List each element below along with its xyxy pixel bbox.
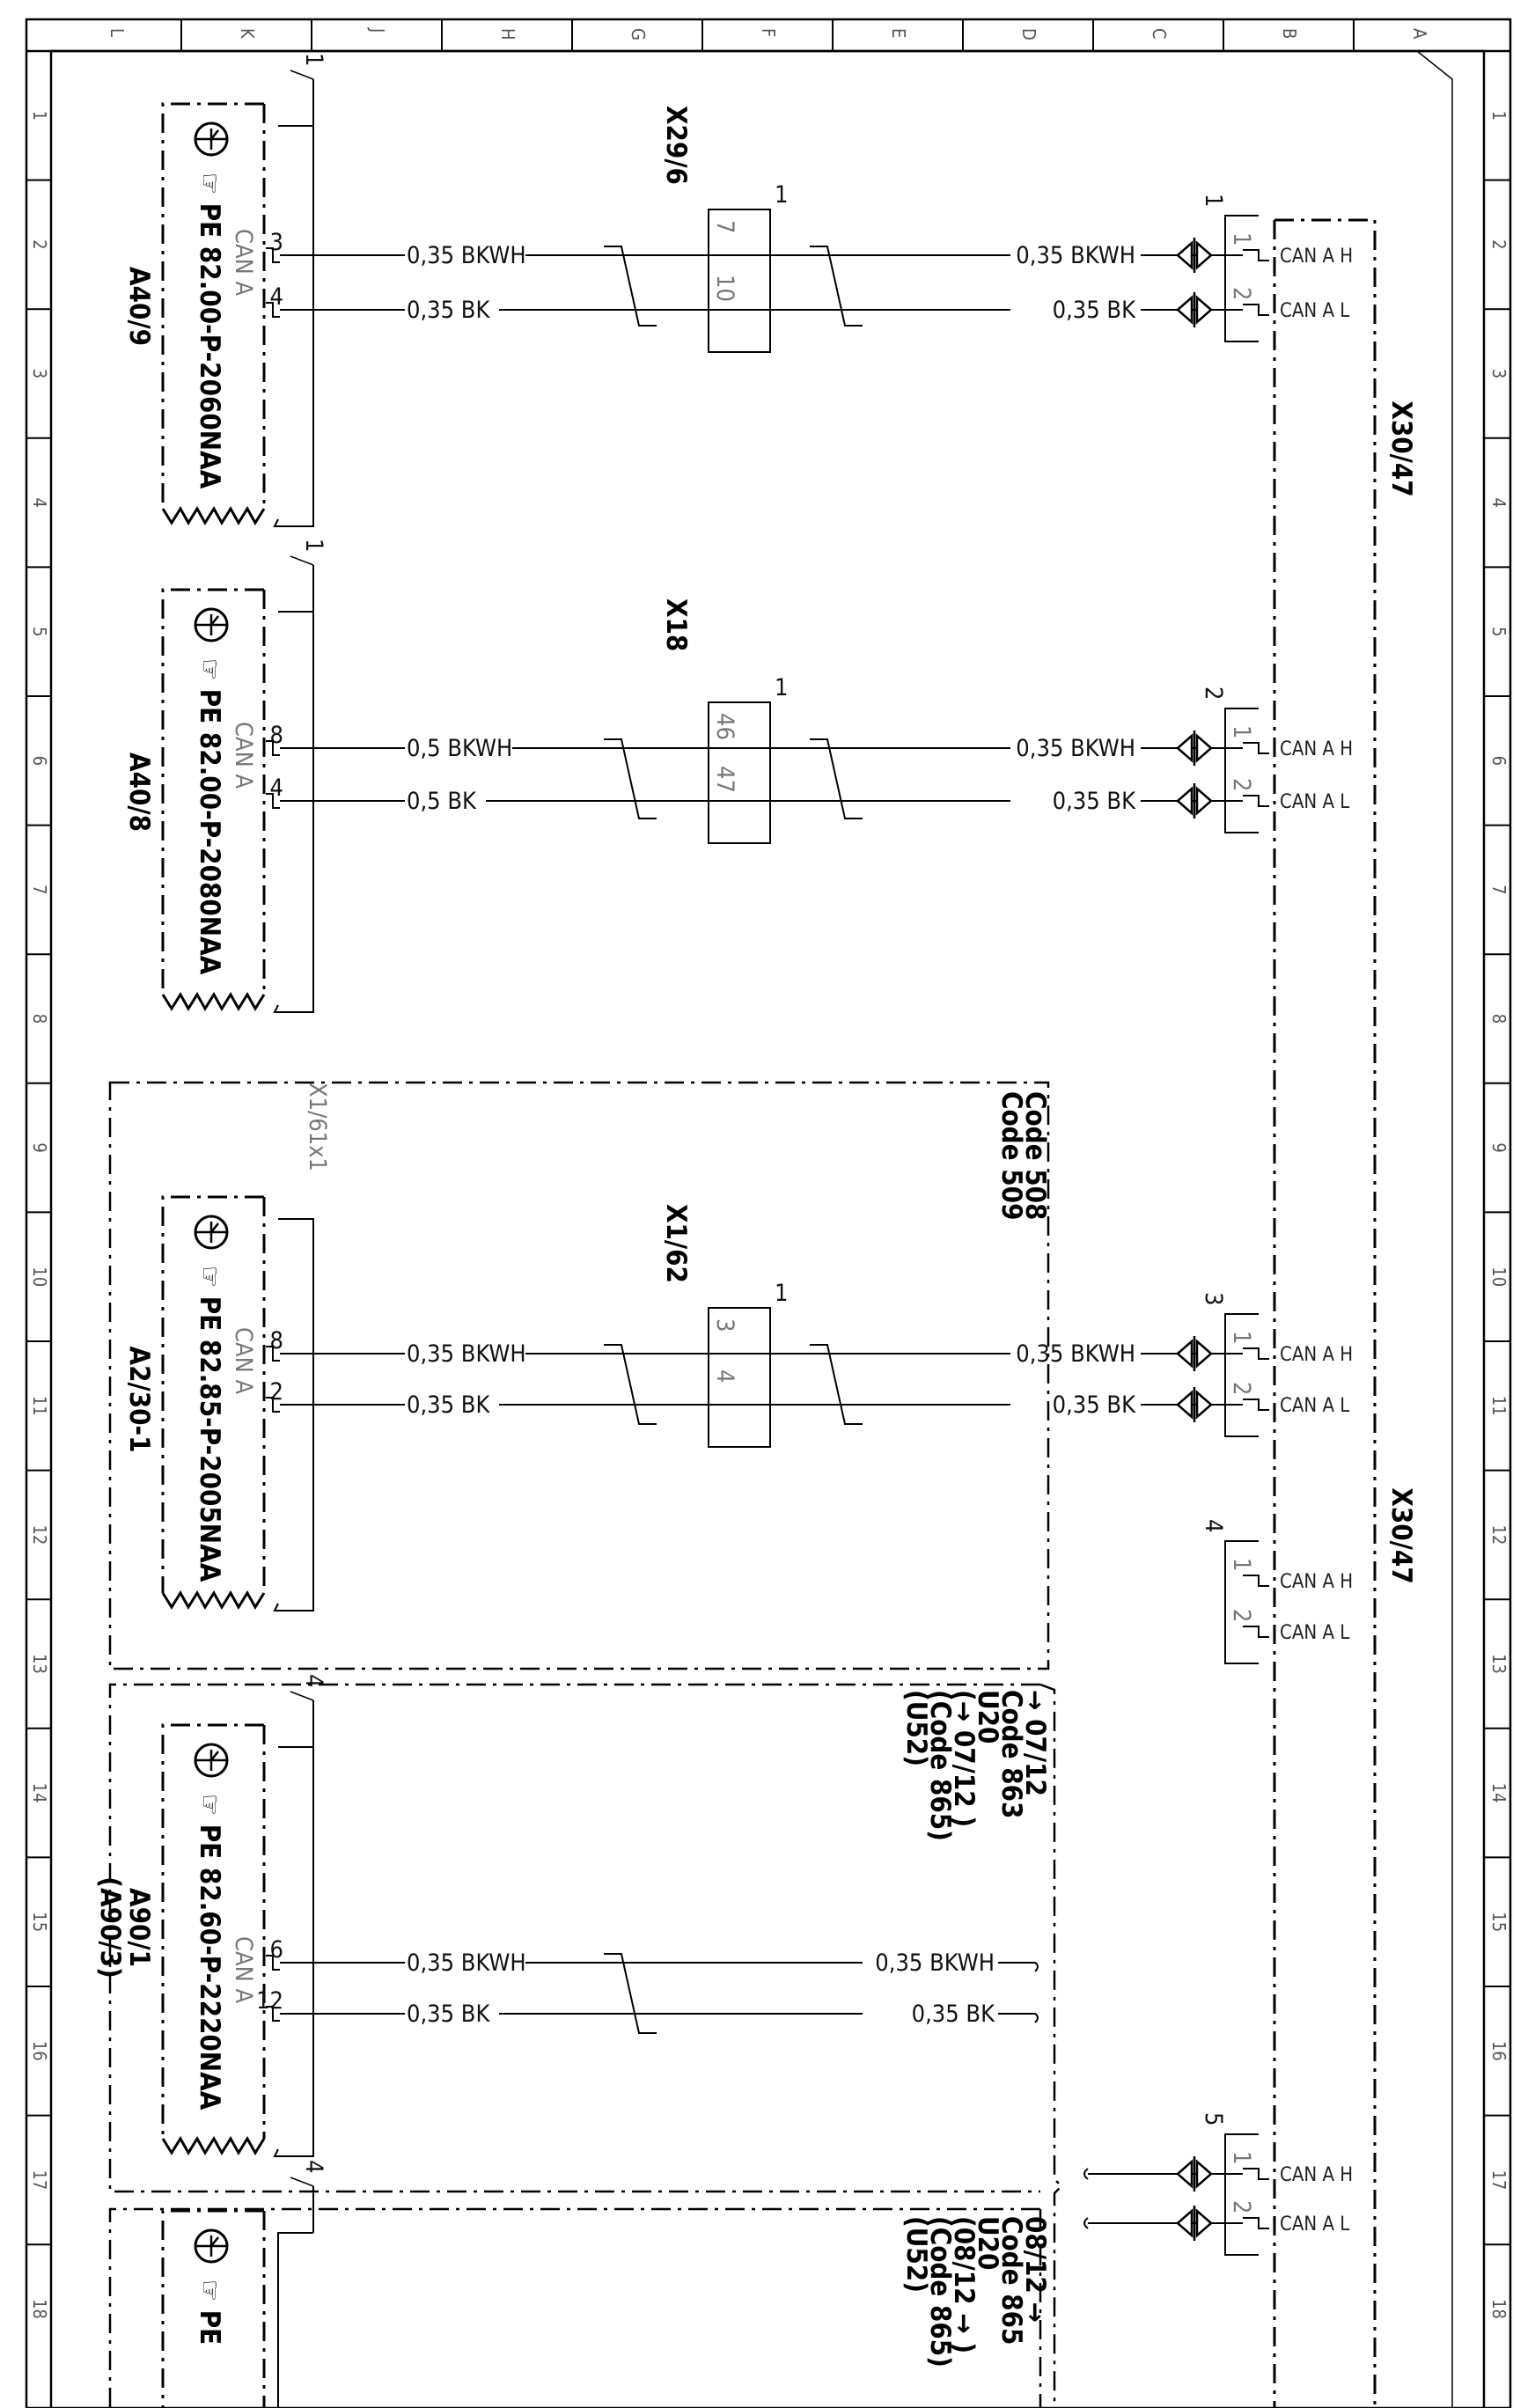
- unit-id: A2/30-1: [123, 1346, 155, 1453]
- code-box-3-line: U20: [972, 2216, 1003, 2271]
- grid-col-H: H: [497, 28, 518, 40]
- pin-terminal: [1243, 743, 1269, 753]
- pin-group-1: [1171, 194, 1353, 341]
- pin-number: 6: [269, 1936, 283, 1964]
- wire-break: [1084, 2169, 1088, 2179]
- unit-zigzag: [163, 995, 264, 1009]
- unit-header-tick: [290, 556, 313, 565]
- grid-row-right-8: 8: [1488, 1013, 1509, 1024]
- pin-number: 2: [269, 1378, 283, 1406]
- grid-col-C: C: [1149, 28, 1170, 40]
- control-unit-4: [163, 2160, 327, 2408]
- pin-group-number: 4: [1200, 1519, 1227, 1533]
- grid-row-right-18: 18: [1488, 2299, 1509, 2319]
- wire-0: [266, 722, 512, 762]
- grid-row-right-4: 4: [1488, 497, 1509, 508]
- transistor-icon-lines: [195, 614, 227, 635]
- control-unit-3: [94, 1674, 526, 2156]
- grid-row-right-9: 9: [1488, 1142, 1509, 1153]
- pin-group-number: 2: [1200, 686, 1227, 701]
- inline-connector-id: X1/62: [660, 1204, 692, 1283]
- code-box-3-line: (U52): [900, 2216, 932, 2293]
- unit-reference: ☞ PE: [194, 2280, 225, 2346]
- grid-row-right-12: 12: [1488, 1524, 1509, 1545]
- inline-pin: 47: [711, 766, 738, 793]
- grid-row-right-11: 11: [1488, 1395, 1509, 1416]
- code-box-2-line: U20: [972, 1690, 1003, 1744]
- unit-header-tick: [290, 2177, 313, 2186]
- inline-connectors: [660, 106, 788, 1447]
- unit-connector-bracket: [278, 2233, 313, 2408]
- unit-reference: ☞ PE 82.60-P-2220NAA: [194, 1794, 225, 2111]
- pin-number: 1: [1228, 725, 1255, 739]
- inline-pin: 10: [711, 275, 738, 302]
- code-box-1-line: Code 509: [995, 1091, 1027, 1221]
- unit-zigzag: [163, 509, 264, 523]
- wire-1: [266, 283, 490, 324]
- inline-connector-id: X29/6: [660, 106, 692, 185]
- code-box-2-line: (Code 865): [924, 1690, 956, 1841]
- can-signal-label: CAN A H: [1280, 1344, 1354, 1366]
- unit-id: A40/8: [123, 752, 155, 832]
- wire-run-3-continuation: [875, 1949, 1038, 2028]
- code-labels: [900, 1091, 1051, 2368]
- pin-number: 2: [1228, 778, 1255, 792]
- pin-number: 2: [1228, 2200, 1255, 2214]
- wire-label-left: 0,5 BKWH: [407, 735, 513, 762]
- pin-group-number: 1: [1200, 194, 1227, 208]
- unit-header-tick: [290, 70, 313, 79]
- grid-col-D: D: [1018, 28, 1039, 40]
- pin-group-number: 3: [1200, 1292, 1227, 1306]
- grid-col-E: E: [888, 28, 909, 39]
- grid-row-left-3: 3: [29, 368, 50, 379]
- grid-row-left-1: 1: [29, 110, 50, 121]
- can-signal-label: CAN A L: [1280, 1395, 1350, 1417]
- wire-label-right: 0,35 BK: [911, 2001, 995, 2028]
- pin-number: 4: [269, 775, 283, 802]
- unit-header-number: 1: [300, 539, 327, 553]
- pin-group-2: [1171, 686, 1353, 833]
- grid-col-K: K: [237, 28, 258, 39]
- can-signal-label: CAN A H: [1280, 1571, 1354, 1593]
- grid-col-A: A: [1409, 28, 1430, 40]
- unit-connector-bracket: [275, 1219, 313, 1611]
- grid-row-right-6: 6: [1488, 755, 1509, 767]
- pin-terminal: [1243, 2169, 1269, 2179]
- unit-bus-label: CAN A: [230, 1936, 257, 2004]
- inline-connector-X1-62: [660, 1204, 788, 1447]
- grid-row-left-16: 16: [29, 2040, 50, 2061]
- wire-label-right: 0,35 BKWH: [1016, 735, 1135, 762]
- grid-row-right-5: 5: [1488, 626, 1509, 637]
- grid-row-right-15: 15: [1488, 1912, 1509, 1933]
- wire-label-right: 0,35 BK: [1052, 788, 1135, 815]
- pin-terminal: [1243, 250, 1269, 261]
- grid-row-left-12: 12: [29, 1524, 50, 1545]
- grid-row-left-14: 14: [29, 1782, 50, 1803]
- wire-label-left: 0,35 BKWH: [407, 1340, 526, 1368]
- grid-row-right-10: 10: [1488, 1266, 1509, 1288]
- wire-run-3-0: [280, 1954, 863, 2033]
- pin-terminal: [1243, 1399, 1269, 1410]
- inline-pin: 4: [711, 1369, 738, 1384]
- grid-row-left-7: 7: [29, 885, 50, 895]
- unit-header-number: 4: [300, 2160, 327, 2174]
- grid-col-F: F: [758, 28, 779, 38]
- unit-connector-bracket: [275, 126, 313, 526]
- pin-terminal: [1243, 1626, 1269, 1637]
- pin-number: 1: [1228, 2151, 1255, 2165]
- transistor-icon-lines: [195, 2235, 227, 2257]
- grid-row-left-5: 5: [29, 626, 50, 637]
- grid-row-left-10: 10: [29, 1266, 50, 1288]
- sheet-frame: [26, 19, 1510, 2408]
- inline-connector-X18: [660, 598, 788, 843]
- twist-marker: [604, 739, 657, 819]
- control-units: [94, 53, 526, 2408]
- can-signal-label: CAN A H: [1280, 738, 1354, 760]
- inline-connector-num: 1: [775, 1280, 789, 1307]
- inline-connector-id: X18: [660, 598, 692, 652]
- twist-marker: [810, 1345, 863, 1424]
- control-unit-2: [123, 1083, 526, 1611]
- pin-number: 2: [1228, 1609, 1255, 1623]
- pin-number: 8: [269, 1327, 283, 1354]
- wire-label-left: 0,35 BK: [407, 1391, 490, 1419]
- pin-terminal: [1243, 796, 1269, 806]
- pin-group-number: 5: [1200, 2112, 1227, 2126]
- grid-row-left-8: 8: [29, 1013, 50, 1024]
- wire-label-right: 0,35 BK: [1052, 1391, 1135, 1419]
- can-signal-label: CAN A L: [1280, 2213, 1350, 2235]
- code-box-2: [110, 1685, 1061, 2408]
- wire-0: [266, 1936, 526, 1977]
- twist-marker: [604, 246, 657, 326]
- unit-id: A40/9: [123, 267, 155, 346]
- unit-zigzag: [163, 2139, 264, 2153]
- pin-group-5: [1084, 2112, 1353, 2255]
- grid-col-B: B: [1279, 28, 1300, 40]
- wire-label-right: 0,35 BKWH: [1016, 242, 1135, 269]
- twist-marker: [604, 1345, 657, 1424]
- grid-row-right-7: 7: [1488, 885, 1509, 895]
- grid-row-right-14: 14: [1488, 1782, 1509, 1803]
- wire-1: [266, 1378, 490, 1419]
- code-box-1-line: Code 508: [1019, 1091, 1051, 1221]
- twist-marker: [810, 246, 863, 326]
- grid-col-J: J: [367, 28, 388, 33]
- grid-row-right-13: 13: [1488, 1654, 1509, 1674]
- grid-row-left-11: 11: [29, 1395, 50, 1416]
- pin-number: 1: [1228, 1558, 1255, 1572]
- grid-row-left-13: 13: [29, 1654, 50, 1674]
- wire-break: [998, 2014, 1038, 2023]
- inline-pin: 7: [711, 220, 738, 234]
- transistor-icon-lines: [195, 1750, 227, 1771]
- inline-pin: 46: [711, 713, 738, 740]
- grid-row-left-9: 9: [29, 1142, 50, 1153]
- unit-reference: ☞ PE 82.00-P-2060NAA: [194, 173, 225, 489]
- pin-group-4: [1200, 1519, 1353, 1663]
- can-signal-label: CAN A L: [1280, 300, 1350, 322]
- can-signal-label: CAN A L: [1280, 1622, 1350, 1644]
- unit-header-tick: [290, 1692, 313, 1700]
- pin-number: 1: [1228, 1331, 1255, 1345]
- grid-row-right-17: 17: [1488, 2169, 1509, 2191]
- twist-marker: [810, 739, 863, 819]
- x30-47-pin-groups: [1084, 194, 1353, 2255]
- pin-terminal: [1243, 2218, 1269, 2228]
- pin-number: 2: [1228, 1382, 1255, 1396]
- grid-row-right-1: 1: [1488, 110, 1509, 121]
- code-box-3-line: (08/12 → ): [948, 2216, 980, 2354]
- pin-terminal: [1243, 1348, 1269, 1359]
- unit-header-number: 4: [300, 1674, 327, 1688]
- wire-label-right: 0,35 BK: [1052, 297, 1135, 324]
- wire-1: [266, 775, 477, 815]
- pin-number: 2: [1228, 287, 1255, 301]
- wire-label-left: 0,5 BK: [407, 788, 476, 815]
- code-box-2-line: → 07/12: [1019, 1690, 1051, 1796]
- code-box-2-line: (U52): [900, 1690, 932, 1766]
- wire-label-left: 0,35 BK: [407, 2001, 490, 2028]
- unit-reference: ☞ PE 82.85-P-2005NAA: [194, 1266, 225, 1582]
- unit-header-number: 1: [300, 53, 327, 67]
- pin-number: 4: [269, 283, 283, 311]
- grid-row-left-15: 15: [29, 1912, 50, 1933]
- wire-0: [266, 1327, 526, 1368]
- pin-terminal: [1243, 1575, 1269, 1586]
- code-box-3-line: (Code 865): [924, 2216, 956, 2368]
- grid-row-left-2: 2: [29, 239, 50, 250]
- pin-number: 8: [269, 722, 283, 749]
- inline-connector-num: 1: [775, 181, 789, 209]
- grid-row-right-2: 2: [1488, 239, 1509, 250]
- wire-label-left: 0,35 BK: [407, 297, 490, 324]
- code-box-2-line: (→ 07/12 ): [948, 1690, 980, 1828]
- unit-connector-bracket: [275, 612, 313, 1012]
- wire-label-right: 0,35 BKWH: [875, 1949, 995, 1977]
- pin-number: 3: [269, 229, 283, 256]
- code-box-3-line: Code 865: [995, 2216, 1027, 2346]
- grid-row-left-18: 18: [29, 2299, 50, 2319]
- can-signal-label: CAN A L: [1280, 791, 1350, 813]
- can-signal-label: CAN A H: [1280, 246, 1354, 268]
- wire-break: [1084, 2218, 1088, 2228]
- grid-col-G: G: [628, 28, 649, 40]
- control-unit-0: [123, 53, 526, 526]
- x30-47-border: [1274, 220, 1375, 2408]
- pin-terminal: [1243, 305, 1269, 315]
- twist-marker: [604, 1954, 657, 2033]
- grid-col-L: L: [106, 28, 128, 38]
- unit-id: A90/1: [123, 1888, 155, 1967]
- grid-row-right-3: 3: [1488, 368, 1509, 379]
- grid-column-labels: [106, 19, 1430, 51]
- unit-id-alt: (A90/3): [94, 1876, 126, 1979]
- inline-pin: 3: [711, 1318, 738, 1332]
- control-unit-1: [123, 539, 512, 1012]
- wire-label-left: 0,35 BKWH: [407, 1949, 526, 1977]
- pin-number: 1: [1228, 232, 1255, 246]
- unit-reference: ☞ PE 82.00-P-2080NAA: [194, 658, 225, 975]
- grid-row-right-16: 16: [1488, 2040, 1509, 2061]
- grid-row-left-17: 17: [29, 2169, 50, 2191]
- code-box-3-line: 08/12 →: [1019, 2216, 1051, 2323]
- transistor-icon-lines: [195, 128, 227, 150]
- grid-row-left-4: 4: [29, 497, 50, 508]
- transistor-icon-lines: [195, 1222, 227, 1243]
- inline-connector-num: 1: [775, 674, 789, 701]
- unit-bus-label: CAN A: [230, 722, 257, 789]
- pin-number: 12: [256, 1987, 283, 2015]
- pin-group-3: [1171, 1292, 1353, 1436]
- unit-zigzag: [163, 1593, 264, 1607]
- unit-bus-label: CAN A: [230, 229, 257, 297]
- unit-bus-label: CAN A: [230, 1327, 257, 1395]
- code-box-2-line: Code 863: [995, 1690, 1027, 1819]
- wire-label-left: 0,35 BKWH: [407, 242, 526, 269]
- wire-0: [266, 229, 526, 269]
- grid-row-left-6: 6: [29, 755, 50, 767]
- unit-header-label: X1/61x1: [304, 1083, 331, 1171]
- inline-connector-X29-6: [660, 106, 788, 352]
- wire-label-right: 0,35 BKWH: [1016, 1340, 1135, 1368]
- wire-break: [998, 1963, 1038, 1971]
- x30-47-label-top: X30/47: [1385, 400, 1417, 497]
- can-signal-label: CAN A H: [1280, 2164, 1354, 2186]
- x30-47-label-bottom: X30/47: [1385, 1487, 1417, 1584]
- wire-1: [256, 1987, 490, 2028]
